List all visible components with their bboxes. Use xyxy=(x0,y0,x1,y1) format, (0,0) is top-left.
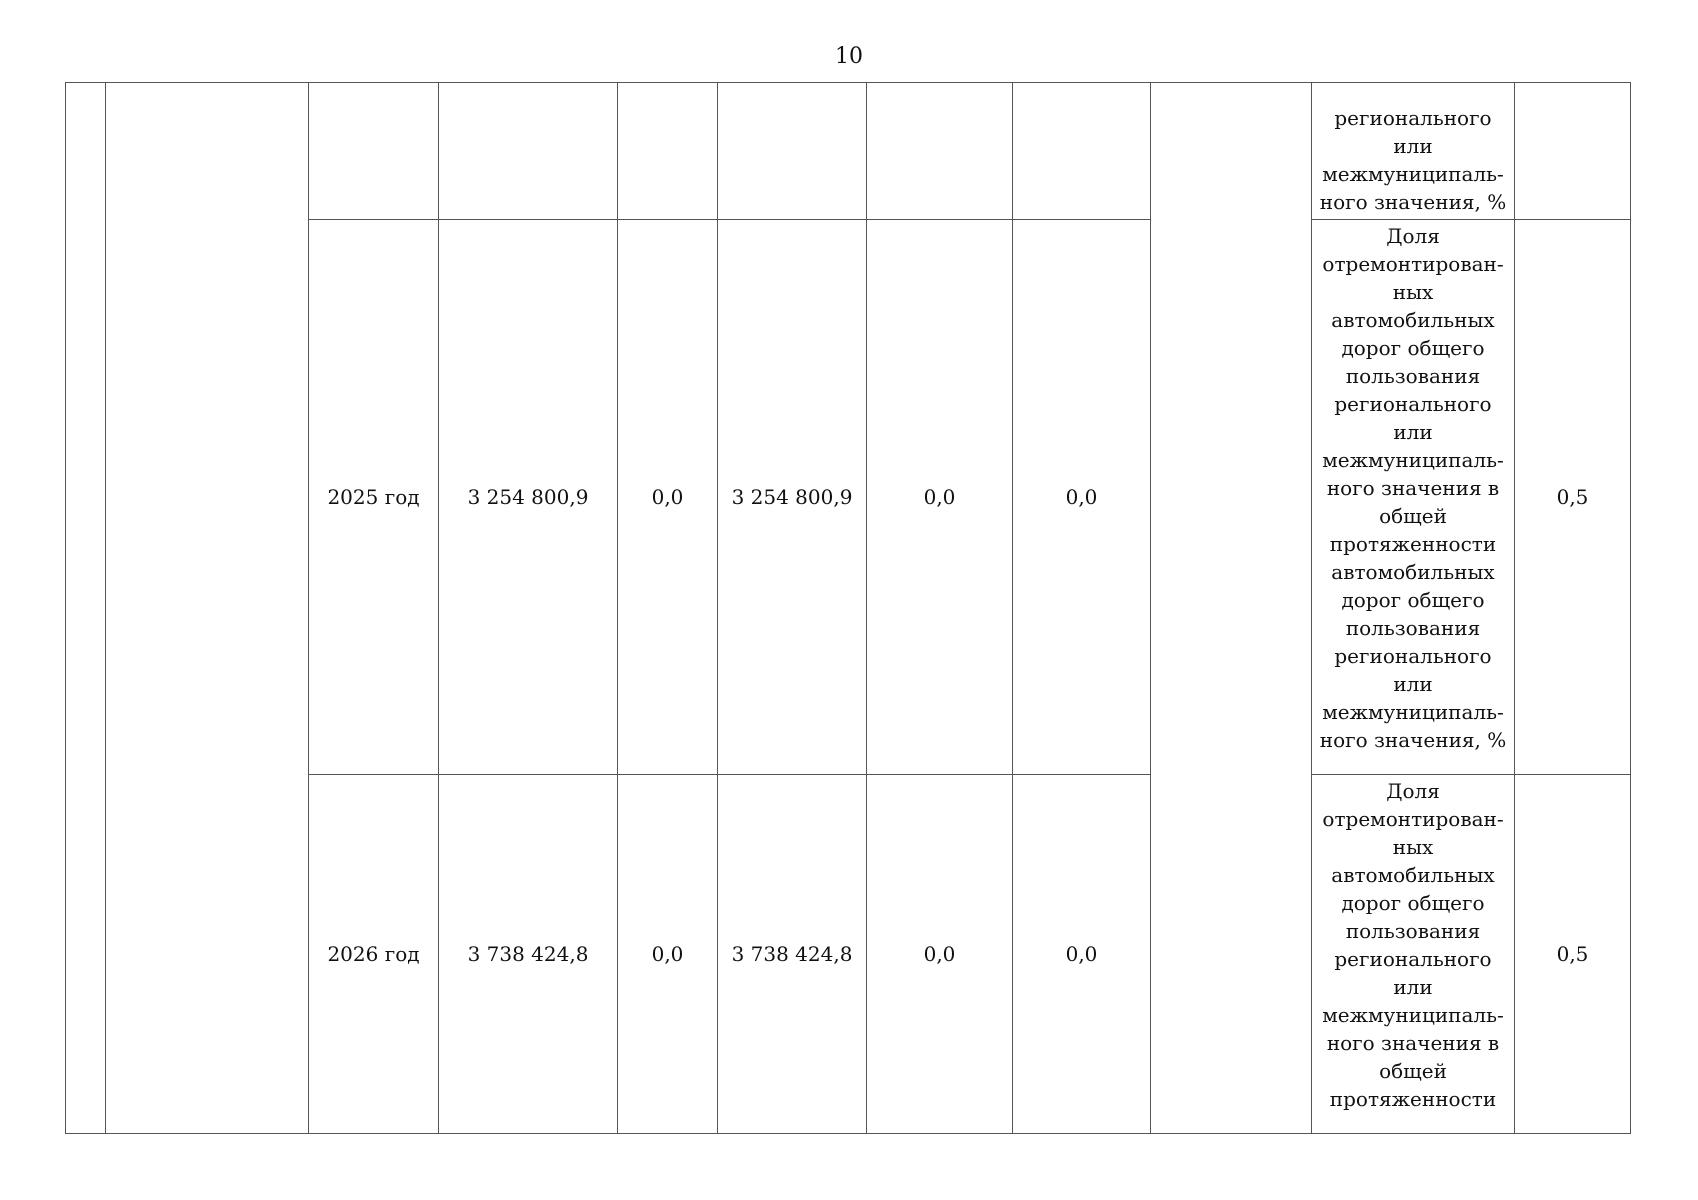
table-row xyxy=(66,83,1631,220)
total-cell xyxy=(439,83,618,220)
other-cell xyxy=(1013,83,1151,220)
indicator-value-cell: 0,5 xyxy=(1515,775,1631,1134)
other-cell: 0,0 xyxy=(1013,220,1151,775)
budget-table xyxy=(65,82,1631,1134)
regional-cell xyxy=(718,83,867,220)
local-cell xyxy=(867,83,1013,220)
federal-cell: 0,0 xyxy=(618,775,718,1134)
executor-cell xyxy=(1151,83,1312,1134)
other-cell: 0,0 xyxy=(1013,775,1151,1134)
regional-cell: 3 254 800,9 xyxy=(718,220,867,775)
local-cell: 0,0 xyxy=(867,775,1013,1134)
local-cell: 0,0 xyxy=(867,220,1013,775)
page-number: 10 xyxy=(835,44,863,69)
year-cell: 2025 год xyxy=(309,220,439,775)
federal-cell: 0,0 xyxy=(618,220,718,775)
total-cell: 3 738 424,8 xyxy=(439,775,618,1134)
event-name-cell xyxy=(106,83,309,1134)
number-cell xyxy=(66,83,106,1134)
indicator-value-cell xyxy=(1515,83,1631,220)
indicator-cell: регионального или межмуниципаль-ного значения, % xyxy=(1312,83,1515,220)
total-cell: 3 254 800,9 xyxy=(439,220,618,775)
regional-cell: 3 738 424,8 xyxy=(718,775,867,1134)
year-cell: 2026 год xyxy=(309,775,439,1134)
indicator-cell: Доля отремонтирован-ных автомобильных дорог общего пользования регионального или межмуниципаль-ного значения в общей протяженности xyxy=(1312,775,1515,1134)
indicator-cell: Доля отремонтирован-ных автомобильных дорог общего пользования регионального или межмуниципаль-ного значения в общей протяженности автомобильных дорог общего пользования регионального или межмуниципаль-ного значения, % xyxy=(1312,220,1515,775)
indicator-value-cell: 0,5 xyxy=(1515,220,1631,775)
federal-cell xyxy=(618,83,718,220)
year-cell xyxy=(309,83,439,220)
